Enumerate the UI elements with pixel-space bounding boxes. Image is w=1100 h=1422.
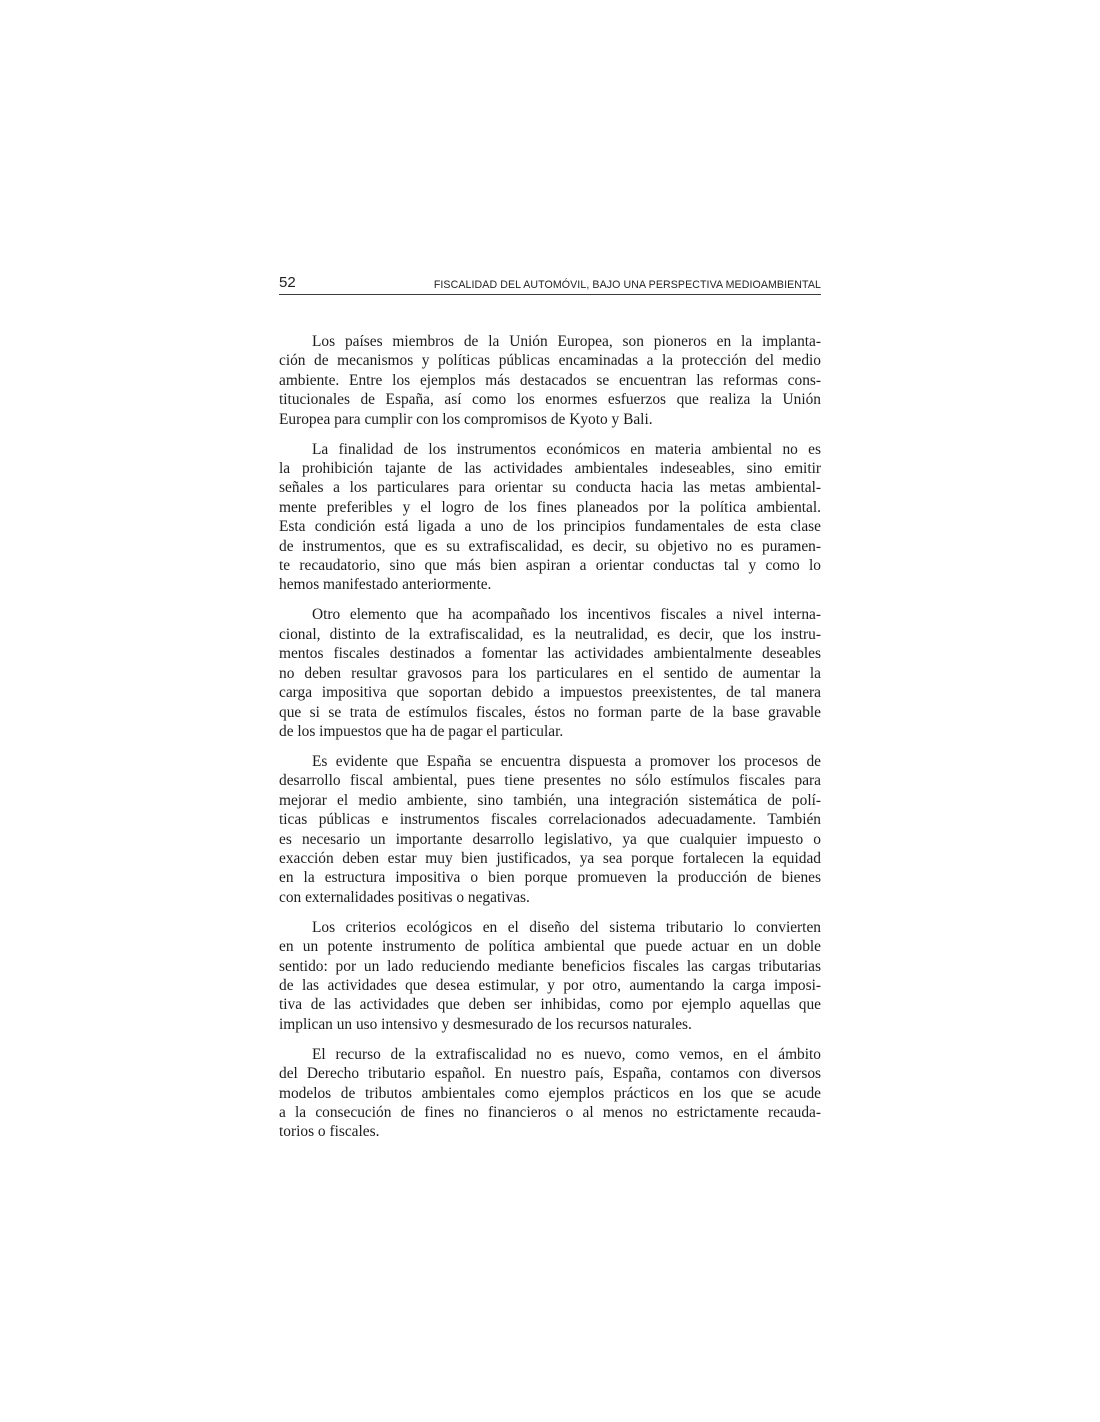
paragraph — [279, 605, 821, 741]
text-line: titucionales de España, así como los enormes esfuerzos que realiza la Unión — [279, 391, 821, 409]
text-line: de instrumentos, que es su extrafiscalidad, es decir, su objetivo no es puramen- — [279, 537, 821, 555]
text-line: no deben resultar gravosos para los particulares en el sentido de aumentar la — [279, 664, 821, 682]
running-title: FISCALIDAD DEL AUTOMÓVIL, BAJO UNA PERSPECTIVA MEDIOAMBIENTAL — [433, 279, 821, 291]
text-line: El recurso de la extrafiscalidad no es nuevo, como vemos, en el ámbito — [312, 1045, 821, 1063]
text-line: te recaudatorio, sino que más bien aspiran a orientar conductas tal y como lo — [279, 557, 821, 575]
text-line: Los países miembros de la Unión Europea, son pioneros en la implanta- — [312, 333, 821, 350]
text-line: que si se trata de estímulos fiscales, éstos no forman parte de la base gravable — [279, 703, 821, 721]
text-line: cional, distinto de la extrafiscalidad, es la neutralidad, es decir, que los instru- — [279, 625, 821, 643]
text-line: con externalidades positivas o negativas. — [279, 888, 530, 906]
text-line: en un potente instrumento de política ambiental que puede actuar en un doble — [279, 938, 821, 956]
text-line: Los criterios ecológicos en el diseño del sistema tributario lo convierten — [312, 918, 821, 936]
paragraph — [279, 752, 821, 907]
text-line: la prohibición tajante de las actividades ambientales indeseables, sino emitir — [279, 460, 821, 478]
text-line: de las actividades que desea estimular, y por otro, aumentando la carga imposi- — [279, 976, 821, 994]
paragraph — [279, 1045, 821, 1142]
text-line: en la estructura impositiva o bien porque promueven la producción de bienes — [279, 869, 821, 887]
text-line: mente preferibles y el logro de los fines planeados por la política ambiental. — [279, 498, 821, 516]
text-line: Otro elemento que ha acompañado los incentivos fiscales a nivel interna- — [312, 606, 821, 624]
paragraph — [279, 918, 821, 1034]
text-line: Es evidente que España se encuentra dispuesta a promover los procesos de — [312, 752, 821, 770]
text-line: torios o fiscales. — [279, 1123, 380, 1141]
text-line: de los impuestos que ha de pagar el particular. — [279, 722, 564, 740]
body-text — [279, 332, 821, 1152]
text-line: mejorar el medio ambiente, sino también, una integración sistemática de polí- — [279, 791, 821, 809]
text-line: desarrollo fiscal ambiental, pues tiene presentes no sólo estímulos fiscales para — [279, 772, 821, 790]
text-line: del Derecho tributario español. En nuestro país, España, contamos con diversos — [279, 1065, 821, 1083]
text-line: tiva de las actividades que deben ser inhibidas, como por ejemplo aquellas que — [279, 996, 821, 1014]
paragraph — [279, 440, 821, 595]
text-line: hemos manifestado anteriormente. — [279, 576, 492, 594]
text-line: Europea para cumplir con los compromisos de Kyoto y Bali. — [279, 410, 653, 428]
text-line: es necesario un importante desarrollo legislativo, ya que cualquier impuesto o — [279, 830, 821, 848]
text-line: a la consecución de fines no financieros o al menos no estrictamente recauda- — [279, 1104, 821, 1121]
text-line: La finalidad de los instrumentos económicos en materia ambiental no es — [312, 440, 821, 458]
page-number: 52 — [279, 274, 296, 291]
running-header — [279, 272, 821, 295]
text-line: implican un uso intensivo y desmesurado de los recursos naturales. — [279, 1015, 692, 1033]
text-line: sentido: por un lado reduciendo mediante beneficios fiscales las cargas tributarias — [279, 957, 821, 975]
text-line: mentos fiscales destinados a fomentar las actividades ambientalmente deseables — [279, 645, 821, 663]
text-line: ticas públicas e instrumentos fiscales correlacionados adecuadamente. También — [279, 811, 821, 829]
text-line: señales a los particulares para orientar su conducta hacia las metas ambiental- — [279, 479, 821, 497]
text-line: Esta condición está ligada a uno de los principios fundamentales de esta clase — [279, 518, 821, 536]
paragraph — [279, 332, 821, 429]
text-line: carga impositiva que soportan debido a impuestos preexistentes, de tal manera — [279, 684, 821, 702]
text-line: modelos de tributos ambientales como ejemplos prácticos en los que se acude — [279, 1084, 821, 1102]
text-line: ambiente. Entre los ejemplos más destacados se encuentran las reformas cons- — [279, 371, 821, 389]
text-line: ción de mecanismos y políticas públicas encaminadas a la protección del medio — [279, 352, 821, 370]
text-line: exacción deben estar muy bien justificados, ya sea porque fortalecen la equidad — [279, 849, 821, 867]
